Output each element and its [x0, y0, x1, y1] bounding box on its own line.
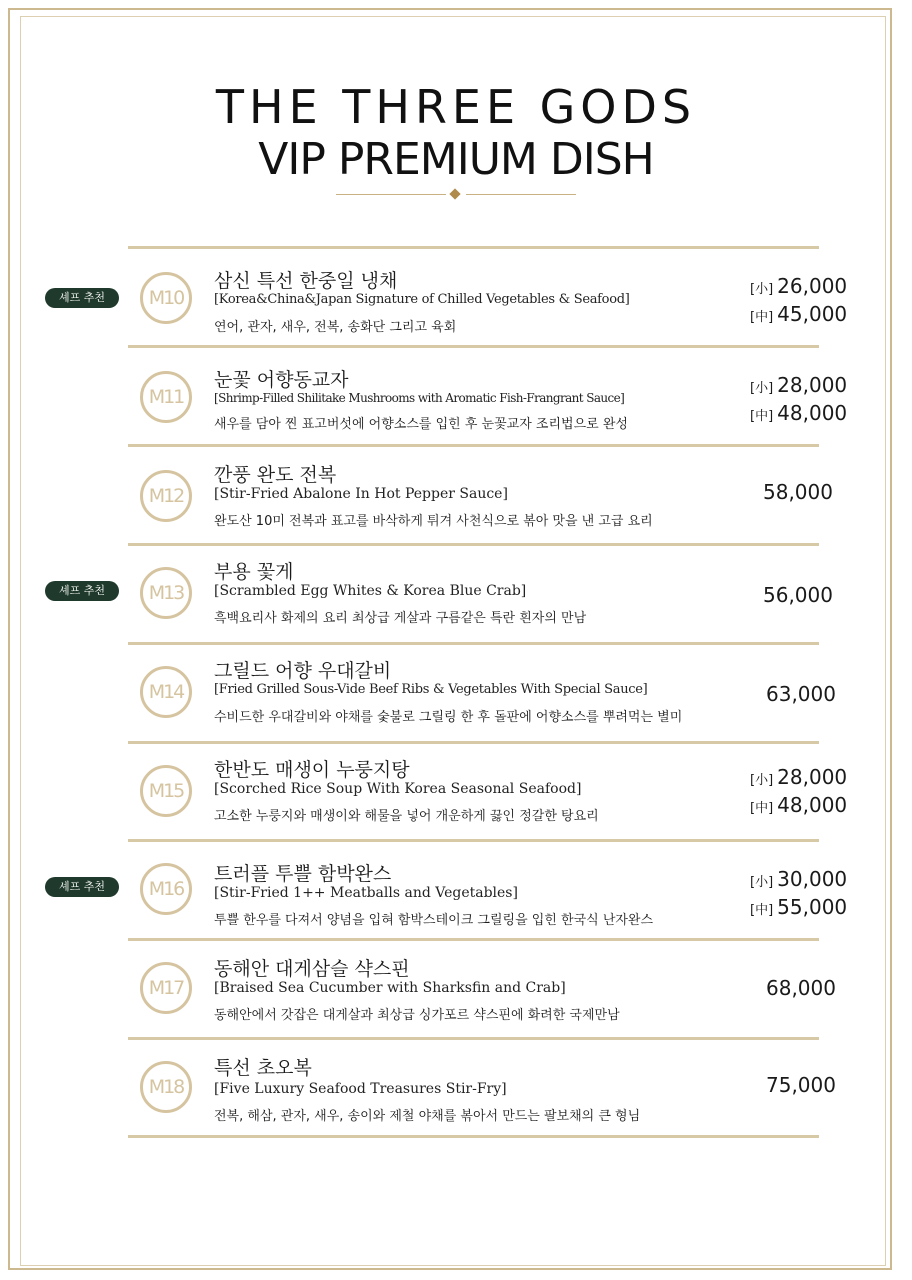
item-name-ko: 깐풍 완도 전복 [214, 464, 337, 486]
item-name-en: [Five Luxury Seafood Treasures Stir-Fry] [214, 1081, 507, 1097]
price: 68,000 [766, 976, 836, 1000]
item-desc-ko: 새우를 담아 찐 표고버섯에 어향소스를 입힌 후 눈꽃교자 조리법으로 완성 [214, 417, 628, 432]
item-name-en: [Stir-Fried 1++ Meatballs and Vegetables] [214, 885, 518, 901]
price-small: [小] 28,000 [750, 373, 848, 397]
item-name-en: [Fried Grilled Sous-Vide Beef Ribs & Vegetables With Special Sauce] [214, 682, 648, 697]
chef-recommend-badge: 셰프 추천 [45, 288, 119, 308]
item-name-ko: 부용 꽃게 [214, 561, 294, 583]
item-desc-ko: 연어, 관자, 새우, 전복, 송화단 그리고 육회 [214, 320, 457, 335]
item-desc-ko: 투쁠 한우를 다져서 양념을 입혀 함박스테이크 그릴링을 입힌 한국식 난자완스 [214, 913, 654, 928]
price: 75,000 [766, 1073, 836, 1097]
item-name-ko: 눈꽃 어향동교자 [214, 369, 349, 391]
menu-item-m16 [0, 841, 912, 939]
item-name-ko: 한반도 매생이 누룽지탕 [214, 759, 410, 781]
item-name-en: [Scrambled Egg Whites & Korea Blue Crab] [214, 583, 527, 599]
menu-item-m11 [0, 347, 912, 445]
item-code-badge: M15 [140, 765, 192, 817]
menu-item-m12 [0, 446, 912, 544]
item-desc-ko: 수비드한 우대갈비와 야채를 숯불로 그릴링 한 후 돌판에 어향소스를 뿌려먹는 별미 [214, 710, 683, 725]
item-code-badge: M18 [140, 1061, 192, 1113]
item-code-badge: M11 [140, 371, 192, 423]
price-medium: [中] 55,000 [750, 895, 848, 919]
item-code-badge: M16 [140, 863, 192, 915]
menu-item-m18 [0, 1039, 912, 1137]
chef-recommend-badge: 셰프 추천 [45, 877, 119, 897]
item-name-ko: 삼신 특선 한중일 냉채 [214, 270, 398, 292]
item-name-en: [Braised Sea Cucumber with Sharksfin and Crab] [214, 980, 566, 996]
menu-item-m17 [0, 940, 912, 1038]
item-desc-ko: 전복, 해삼, 관자, 새우, 송이와 제철 야채를 볶아서 만드는 팔보채의 큰 형님 [214, 1109, 641, 1124]
menu-item-m10 [0, 248, 912, 346]
menu-subtitle: VIP PREMIUM DISH [258, 134, 654, 185]
item-code-badge: M10 [140, 272, 192, 324]
row-divider [128, 1135, 819, 1138]
price-small: [小] 28,000 [750, 765, 848, 789]
item-name-ko: 동해안 대게삼슬 샥스핀 [214, 958, 410, 980]
price: 63,000 [766, 682, 836, 706]
chef-recommend-badge: 셰프 추천 [45, 581, 119, 601]
price-small: [小] 30,000 [750, 867, 848, 891]
item-code-badge: M17 [140, 962, 192, 1014]
item-code-badge: M13 [140, 567, 192, 619]
item-code-badge: M14 [140, 666, 192, 718]
item-desc-ko: 완도산 10미 전복과 표고를 바삭하게 튀겨 사천식으로 볶아 맛을 낸 고급 요리 [214, 514, 653, 529]
item-name-en: [Scorched Rice Soup With Korea Seasonal Seafood] [214, 781, 582, 797]
item-code-badge: M12 [140, 470, 192, 522]
menu-item-m13 [0, 545, 912, 643]
item-name-en: [Shrimp-Filled Shilitake Mushrooms with Aromatic Fish-Frangrant Sauce] [214, 391, 625, 405]
title-divider [336, 194, 576, 196]
price-small: [小] 26,000 [750, 274, 848, 298]
item-desc-ko: 고소한 누룽지와 매생이와 해물을 넣어 개운하게 끓인 정갈한 탕요리 [214, 809, 599, 824]
price-medium: [中] 48,000 [750, 401, 848, 425]
menu-item-m15 [0, 743, 912, 841]
item-desc-ko: 흑백요리사 화제의 요리 최상급 게살과 구름같은 특란 흰자의 만남 [214, 611, 587, 626]
item-name-en: [Korea&China&Japan Signature of Chilled Vegetables & Seafood] [214, 292, 630, 307]
item-desc-ko: 동해안에서 갓잡은 대게살과 최상급 싱가포르 샥스핀에 화려한 국제만남 [214, 1008, 620, 1023]
price: 56,000 [763, 583, 833, 607]
item-name-ko: 그릴드 어향 우대갈비 [214, 660, 392, 682]
menu-title: THE THREE GODS [215, 80, 697, 134]
item-name-ko: 트러플 투쁠 함박완스 [214, 863, 392, 885]
price: 58,000 [763, 480, 833, 504]
item-name-ko: 특선 초오복 [214, 1057, 312, 1079]
price-medium: [中] 48,000 [750, 793, 848, 817]
item-name-en: [Stir-Fried Abalone In Hot Pepper Sauce] [214, 486, 508, 502]
price-medium: [中] 45,000 [750, 302, 848, 326]
menu-item-m14 [0, 644, 912, 742]
